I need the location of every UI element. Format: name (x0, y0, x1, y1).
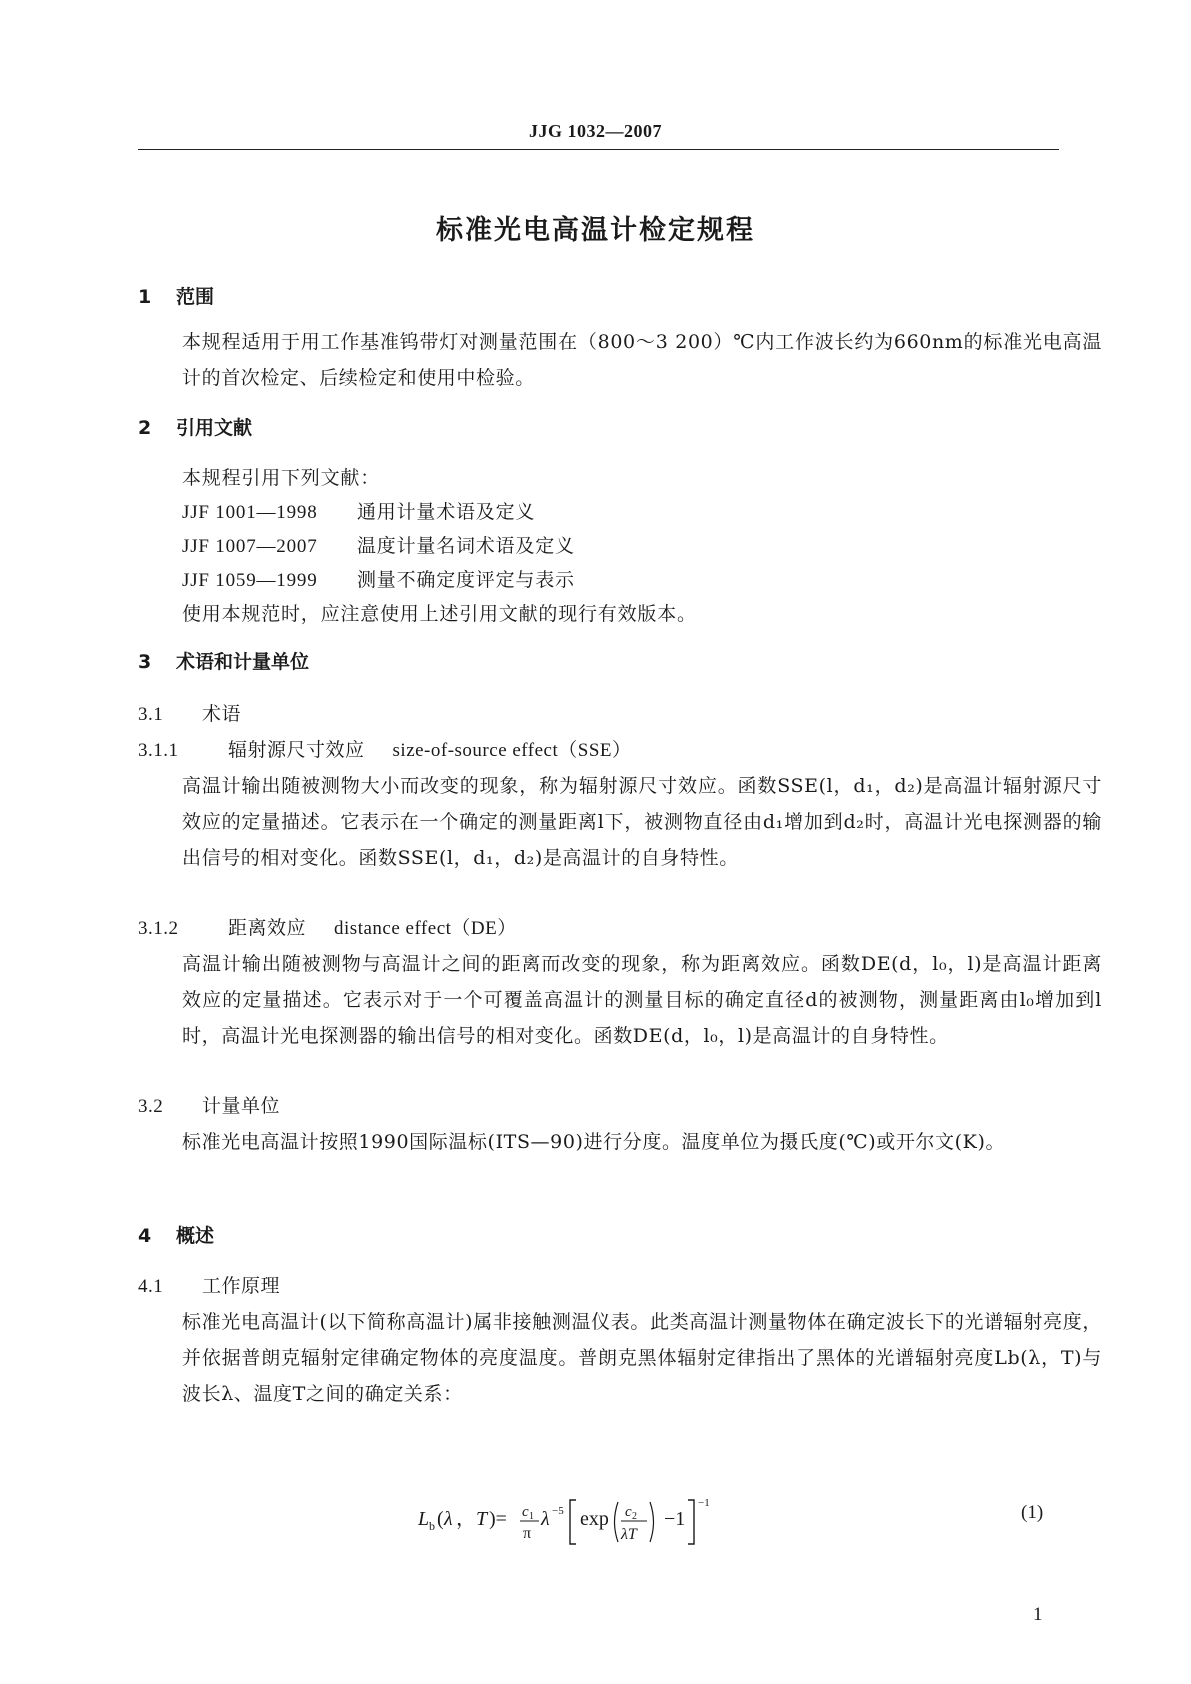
reference-item (182, 528, 575, 565)
section-2-heading (138, 414, 252, 442)
svg-text:λ: λ (541, 1508, 550, 1530)
svg-text:2: 2 (632, 1511, 637, 1522)
header-rule (138, 149, 1059, 150)
subsection-3-1-2-paragraph: 高温计输出随被测物与高温计之间的距离而改变的现象，称为距离效应。函数DE(d，l₀，l)是高温计距离效应的定量描述。它表示对于一个可覆盖高温计的测量目标的确定直径d的被测物，测量距离由l₀增加到l时，高温计光电探测器的输出信号的相对变化。函数DE(d，l₀，l)是高温计的自身特性。 (182, 953, 1102, 1047)
section-title: 范围 (176, 286, 215, 308)
svg-text:T: T (476, 1508, 488, 1530)
svg-text:exp: exp (580, 1508, 609, 1530)
subsection-4-1-heading (138, 1268, 280, 1305)
subsection-number: 3.1.2 (138, 918, 179, 939)
section-number: 3 (138, 651, 152, 673)
subsection-3-2-heading (138, 1088, 280, 1125)
subsection-4-1-paragraph: 标准光电高温计(以下简称高温计)属非接触测温仪表。此类高温计测量物体在确定波长下的光谱辐射亮度，并依据普朗克辐射定律确定物体的亮度温度。普朗克黑体辐射定律指出了黑体的光谱辐射亮度Lb(λ，T)与波长λ、温度T之间的确定关系： (182, 1311, 1102, 1405)
subsection-3-1-heading (138, 696, 241, 733)
references-note: 使用本规范时，应注意使用上述引用文献的现行有效版本。 (182, 603, 697, 625)
svg-text:−1: −1 (664, 1508, 686, 1530)
svg-text:(: ( (437, 1508, 444, 1530)
reference-code: JJF 1059—1999 (182, 570, 318, 591)
svg-text:−5: −5 (552, 1505, 564, 1517)
subsection-title: 术语 (202, 703, 242, 725)
section-number: 1 (138, 286, 152, 308)
section-title: 引用文献 (176, 417, 253, 439)
section-3-heading (138, 648, 309, 676)
subsection-title: 辐射源尺寸效应 (228, 739, 365, 761)
subsection-3-1-1-heading (138, 732, 632, 769)
references-intro: 本规程引用下列文献： (182, 467, 381, 489)
svg-text:)=: )= (489, 1508, 507, 1530)
subsection-number: 3.1.1 (138, 740, 179, 761)
subsection-title: 工作原理 (202, 1275, 281, 1297)
document-title: 标准光电高温计检定规程 (436, 215, 755, 246)
planck-formula-graphic (418, 1492, 788, 1552)
subsection-3-1-2-heading (138, 910, 517, 947)
page-number: 1 (1033, 1604, 1043, 1625)
svg-text:λ: λ (444, 1508, 453, 1530)
subsection-3-1-1-paragraph: 高温计输出随被测物大小而改变的现象，称为辐射源尺寸效应。函数SSE(l，d₁，d₂)是高温计辐射源尺寸效应的定量描述。它表示在一个确定的测量距离l下，被测物直径由d₁增加到d₂时，高温计光电探测器的输出信号的相对变化。函数SSE(l，d₁，d₂)是高温计的自身特性。 (182, 775, 1102, 869)
svg-text:λT: λT (621, 1526, 637, 1543)
subsection-english-term: distance effect（DE） (334, 918, 517, 939)
subsection-number: 3.1 (138, 704, 164, 725)
reference-code: JJF 1001—1998 (182, 502, 318, 523)
subsection-title: 计量单位 (202, 1095, 281, 1117)
section-title: 概述 (176, 1225, 215, 1247)
reference-code: JJF 1007—2007 (182, 536, 318, 557)
section-1-heading (138, 283, 214, 311)
svg-text:，: ， (456, 1508, 476, 1530)
reference-title: 通用计量术语及定义 (357, 501, 536, 523)
reference-item (182, 562, 575, 599)
svg-text:L: L (418, 1508, 430, 1530)
svg-text:π: π (523, 1525, 532, 1542)
section-4-heading (138, 1222, 214, 1250)
subsection-title: 距离效应 (228, 917, 307, 939)
reference-title: 温度计量名词术语及定义 (357, 535, 575, 557)
svg-text:c: c (625, 1504, 632, 1520)
reference-item (182, 494, 535, 531)
svg-text:c: c (522, 1504, 529, 1520)
svg-text:−1: −1 (698, 1497, 710, 1509)
section-1-paragraph: 本规程适用于用工作基准钨带灯对测量范围在（800～3 200）℃内工作波长约为660nm的标准光电高温计的首次检定、后续检定和使用中检验。 (182, 331, 1102, 389)
section-number: 2 (138, 417, 152, 439)
subsection-3-2-paragraph: 标准光电高温计按照1990国际温标(ITS—90)进行分度。温度单位为摄氏度(℃)或开尔文(K)。 (182, 1131, 1006, 1153)
subsection-number: 3.2 (138, 1096, 164, 1117)
section-number: 4 (138, 1225, 152, 1247)
subsection-english-term: size-of-source effect（SSE） (392, 740, 632, 761)
svg-text:b: b (429, 1519, 435, 1533)
planck-formula (418, 1492, 788, 1542)
subsection-number: 4.1 (138, 1276, 164, 1297)
section-title: 术语和计量单位 (176, 651, 310, 673)
reference-title: 测量不确定度评定与表示 (357, 569, 575, 591)
equation-number: (1) (1021, 1502, 1044, 1523)
standard-code-header: JJG 1032—2007 (528, 121, 662, 141)
svg-text:1: 1 (529, 1511, 534, 1522)
